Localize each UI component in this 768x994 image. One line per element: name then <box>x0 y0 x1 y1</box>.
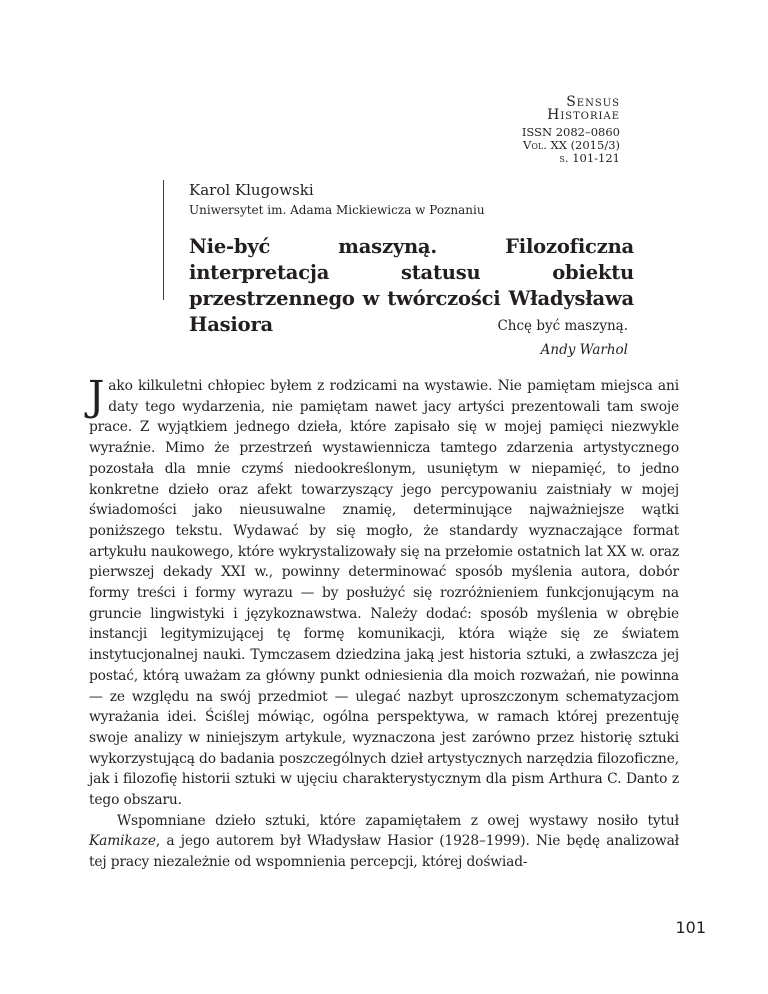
author-affiliation: Uniwersytet im. Adama Mickiewicza w Poznaniu <box>189 203 485 217</box>
artwork-title: Kamikaze <box>89 833 156 850</box>
paragraph-2-text-b: , a jego autorem był Władysław Hasior (1928–1999). Nie będę analizował tej pracy niezależnie od wspomnienia percepcji, której doświad- <box>89 833 679 871</box>
journal-issn: ISSN 2082–0860 <box>521 125 620 139</box>
journal-header <box>522 96 620 165</box>
paragraph-1 <box>88 372 679 811</box>
epigraph-author: Andy Warhol <box>540 342 628 358</box>
article-title: Nie-być maszyną. Filozoficzna interpretacja statusu obiektu przestrzennego w twórczości Władysława Hasiora <box>189 235 634 336</box>
epigraph <box>497 318 628 358</box>
paragraph-2-text-a: Wspomniane dzieło sztuki, które zapamiętałem z owej wystawy nosiło tytuł <box>117 812 679 829</box>
epigraph-quote: Chcę być maszyną. <box>497 318 628 334</box>
journal-meta <box>522 126 620 165</box>
article-body <box>88 372 679 873</box>
title-rule <box>163 180 164 300</box>
author-name: Karol Klugowski <box>189 181 314 199</box>
journal-name-line1: Sensus <box>566 94 620 110</box>
paragraph-1-text: ako kilkuletni chłopiec byłem z rodzicami na wystawie. Nie pamiętam miejsca ani daty tego wydarzenia, nie pamiętam nawet jacy artyści prezentowali tam swoje prace. Z wyjątkiem jednego dzieła, które zapisało się w mojej pamięci niezwykle wyraźnie. Mimo że przestrzeń wystawiennicza tamtego zdarzenia artystycznego pozostała dla mnie czymś niedookreślonym, usuniętym w niepamięć, to jedno konkretne dzieło oraz afekt towarzyszący jego percypowaniu zaistniały w mojej świadomości jako nieusuwalne znamię, determinujące najważniejsze wątki poniższego tekstu. Wydawać by się mogło, że standardy wyznaczające format artykułu naukowego, które wykrystalizowały się na przełomie ostatnich lat XX w. oraz pierwszej dekady XXI w., powinny determinować sposób myślenia autora, dobór formy treści i formy wyrazu — by posłużyć się rozróżnieniem funkcjonującym na gruncie lingwistyki i językoznawstwa. Należy dodać: sposób myślenia w obrębie instancji legitymizującej tę formę komunikacji, która wiąże się ze światem instytucjonalnej nauki. Tymczasem dziedzina jaką jest historia sztuki, a zwłaszcza jej postać, którą uważam za główny punkt odniesienia dla moich rozważań, nie powinna — ze względu na swój przedmiot — ulegać nazbyt uproszczonym schematyzacjom wyrażania idei. Ściślej mówiąc, ogólna perspektywa, w ramach której prezentuję swoje analizy w niniejszym artykule, wyznaczona jest zarówno przez historię sztuki wykorzystującą do badania poszczególnych dzieł artystycznych narzędzia filozoficzne, jak i filozofię historii sztuki w ujęciu charakterystycznym dla pism Arthura C. Danto z tego obszaru. <box>89 378 679 809</box>
journal-pages: s. 101-121 <box>559 151 620 165</box>
journal-name-line2: Historiae <box>547 107 620 123</box>
page-number: 101 <box>675 918 706 937</box>
drop-cap: J <box>88 372 105 420</box>
journal-volume: Vol. XX (2015/3) <box>523 138 620 152</box>
paragraph-2 <box>89 811 679 873</box>
